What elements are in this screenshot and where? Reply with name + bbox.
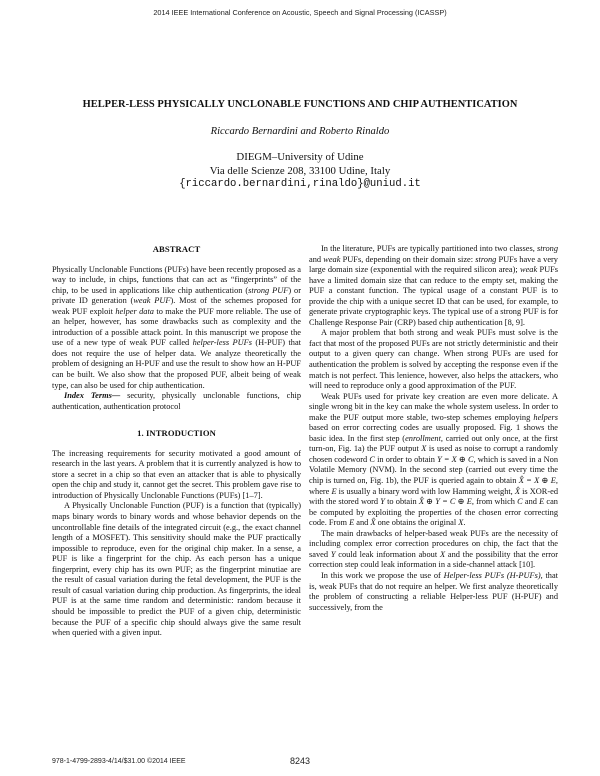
right-column <box>309 244 558 613</box>
abstract-text: Physically Unclonable Functions (PUFs) have been recently proposed as a way to include, in chips, functions that can act as “fingerprints” of the chip, to be used in applications like chip authentication (strong PUF) or private ID generation (weak PUF). Most of the schemes proposed for weak PUF exploit helper data to make the PUF more reliable. The use of an helper, however, has some drawbacks such as complexity and the introduction of a possible attack point. In this manuscript we propose the use of a new type of weak PUF called helper-less PUFs (H-PUF) that does not require the use of helper data. We analyze theoretically the problem of designing an H-PUF and use the result to show how an H-PUF can be built. We also show that the proposed PUF, albeit being of weak type, can also be used for chip authentication. <box>52 264 302 390</box>
paper-title: HELPER-LESS PHYSICALLY UNCLONABLE FUNCTIONS AND CHIP AUTHENTICATION <box>82 99 518 110</box>
right-paragraph-5: In this work we propose the use of Helper-less PUFs (H-PUFs), that is, weak PUFs that do not require an helper. We first analyze theoretically the problem of constructing a reliable Helper-less PUF (H-PUF) and successively, from the <box>309 570 559 612</box>
right-paragraph-4: The main drawbacks of helper-based weak PUFs are the necessity of including complex error correction procedures on chip, the fact that the saved Y could leak information about X and the possibility that the error correction step could leak information in a side-channel attack [10]. <box>309 528 558 570</box>
footer-isbn: 978-1-4799-2893-4/14/$31.00 ©2014 IEEE <box>52 758 186 765</box>
authors: Riccardo Bernardini and Roberto Rinaldo <box>210 126 390 137</box>
left-column <box>52 244 301 639</box>
intro-paragraph-1: The increasing requirements for security motivated a good amount of research in the last years. A problem that it is currently analyzed is how to store a secret in a chip so that even an attacker that is able to physically open the chip and study it, cannot get the secret. This problem gave rise to introduction of Physically Unclonable Functions (PUFs) [1–7]. <box>52 448 301 500</box>
right-paragraph-2: A major problem that both strong and weak PUFs must solve is the fact that most of the proposed PUFs are not strictly deterministic and their output to a given query can change. When strong PUFs are used for authentication the problem is solved by accepting the response even if the match is not perfect. This lenience, however, also helps the attackers, who will need to reproduce only a good approximation of the PUF. <box>309 328 558 391</box>
affiliation <box>0 151 600 192</box>
introduction-heading: 1. INTRODUCTION <box>137 428 216 439</box>
index-terms-label: Index Terms— <box>64 391 121 401</box>
affiliation-address: Via delle Scienze 208, 33100 Udine, Italy <box>209 164 391 177</box>
right-paragraph-3: Weak PUFs used for private key creation are even more delicate. A single wrong bit in the key can make the whole system useless. In order to make the PUF output more stable, two-step schemes employing helpers based on error correcting codes are usually proposed. Fig. 1 shows the basic idea. In the first step (enrollment, carried out only once, at the first turn-on, Fig. 1a) the PUF output X is used as noise to corrupt a randomly chosen codeword C in order to obtain Y = X ⊕ C, which is saved in a Non Volatile Memory (NVM). In the second step (carried out every time the chip is turned on, Fig. 1b), the PUF is queried again to obtain X̂ = X ⊕ E, where E is usually a binary word with low Hamming weight, X̂ is XOR-ed with the stored word Y to obtain X̂ ⊕ Y = C ⊕ E, from which C and E can be computed by exploiting the properties of the chosen error correcting code. From E and X̂ one obtains the original X. <box>309 391 559 528</box>
abstract-heading: ABSTRACT <box>152 244 201 254</box>
affiliation-dept: DIEGM–University of Udine <box>236 151 364 163</box>
intro-paragraph-2: A Physically Unclonable Function (PUF) is a function that (typically) maps binary words to binary words and whose behavior depends on the uncontrollable fine details of the integrated circuit (e.g., the exact channel length of a MOSFET). This sensitivity should make the PUF practically impossible to reproduce, even for the original chip maker. In a sense, a PUF is like a fingerprint for the chip. As each person has a unique fingerprint, every chip has its own PUF; as the fingerprint minutiae are the result of casual variation during the fetal development, the PUF is the result of casual variation during chip production. As fingerprints, the ideal PUF is at the same time random and deterministic: random because it should be impossible to predict the PUF of a given chip, deterministic because the PUF of a specific chip should always give the same result when queried with a given input. <box>52 501 301 638</box>
conference-header: 2014 IEEE International Conference on Acoustic, Speech and Signal Processing (ICASSP) <box>153 8 447 17</box>
affiliation-email[interactable]: {riccardo.bernardini,rinaldo}@uniud.it <box>179 178 421 190</box>
page-number: 8243 <box>289 756 311 766</box>
index-terms: Index Terms— security, physically unclonable functions, chip authentication, authentication protocol <box>52 391 301 411</box>
right-paragraph-1: In the literature, PUFs are typically partitioned into two classes, strong and weak PUFs, depending on their domain size: strong PUFs have a very large domain size (exponential with the required silicon area); weak PUFs have a limited domain size that can reduce to the empty set, making the PUF a constant function. The typical usage of a constant PUF is to provide the chip with a unique secret ID that can be used, for example, to generate private cryptographic keys. The typical use of a strong PUF is for Challenge Response Pair (CRP) based chip authentication [8, 9]. <box>309 244 559 327</box>
